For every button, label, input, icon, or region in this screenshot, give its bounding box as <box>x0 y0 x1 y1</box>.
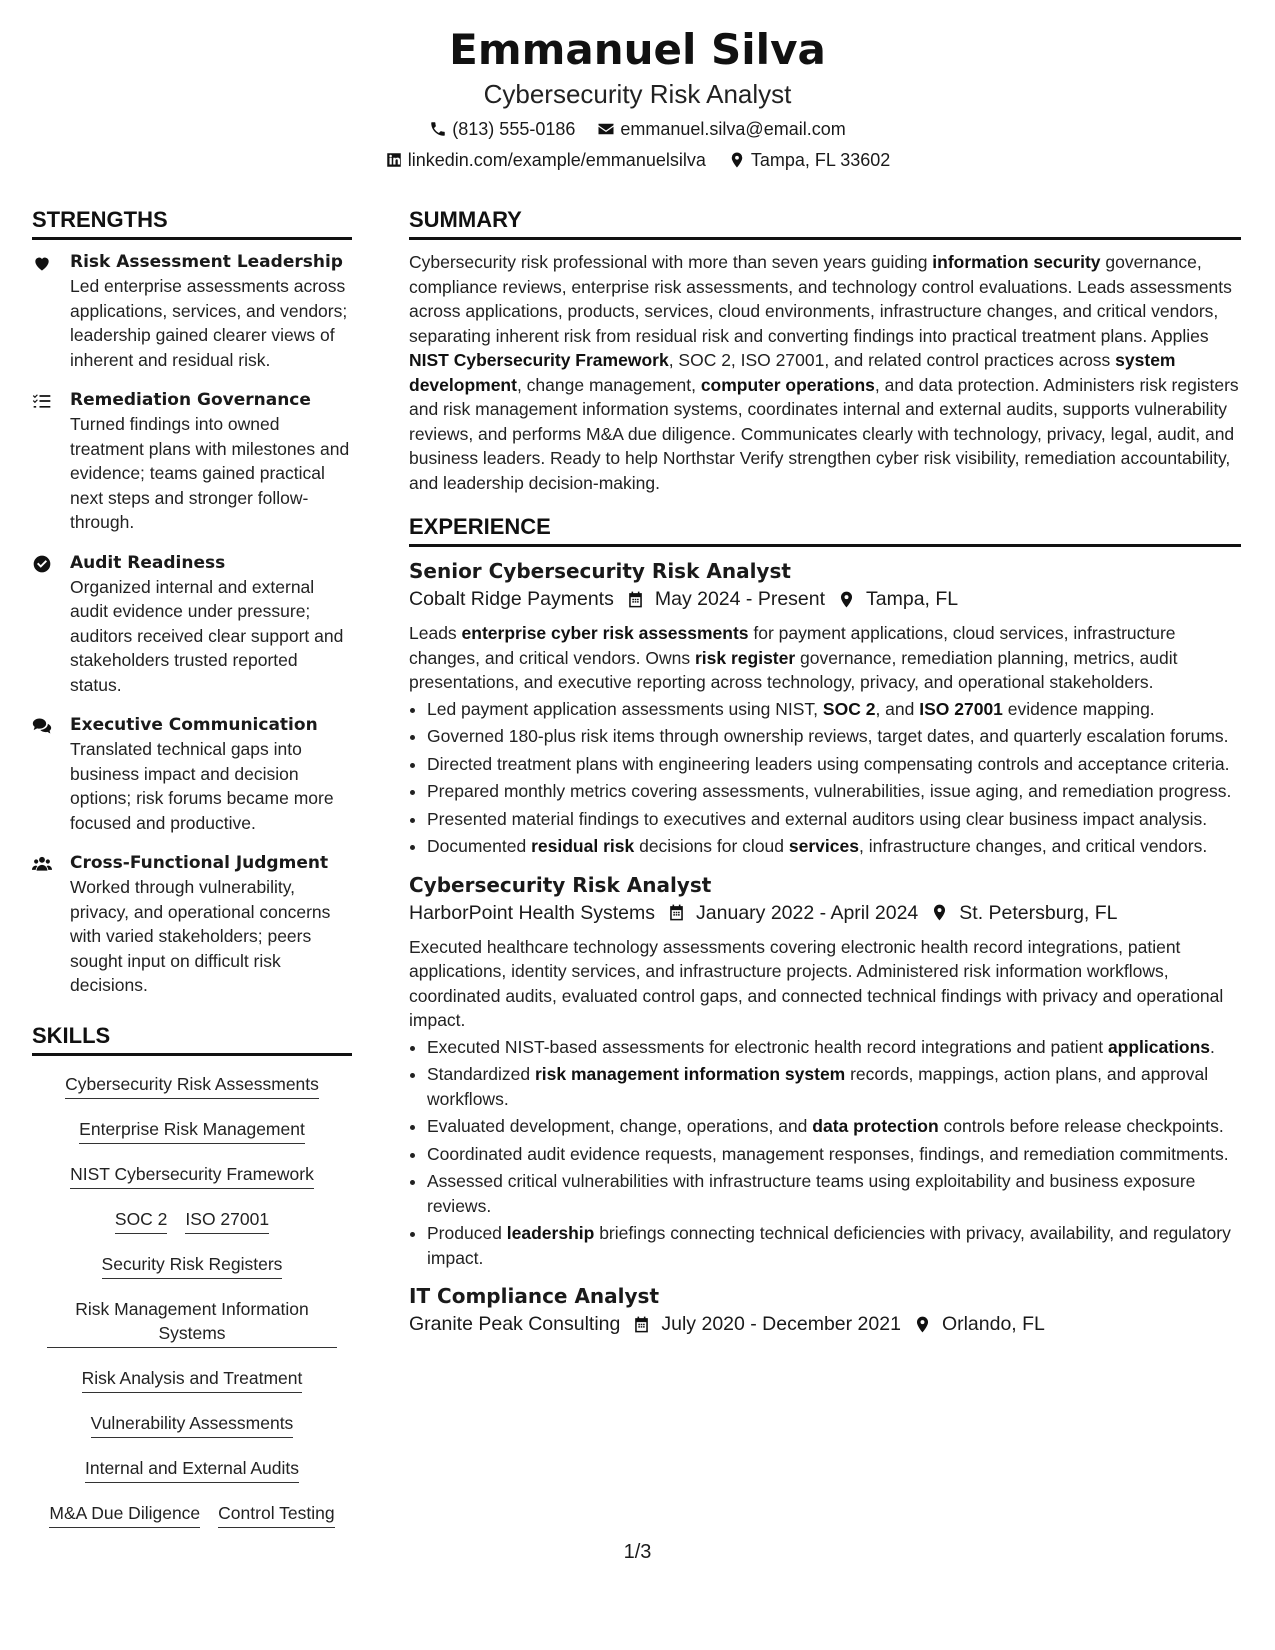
email-contact[interactable] <box>597 118 845 140</box>
job-title: IT Compliance Analyst <box>409 1284 660 1308</box>
summary-text: Cybersecurity risk professional with more than seven years guiding information security governance, compliance reviews, enterprise risk assessments, and technology control evaluations. Leads assessments across applications, products, services, cloud environments, infrastructure changes, and critical vendors, separating inherent risk from residual risk and converting findings into practical treatment plans. Applies NIST Cybersecurity Framework, SOC 2, ISO 27001, and related control practices across system development, change management, computer operations, and data protection. Administers risk registers and risk management information systems, coordinates internal and external audits, supports vulnerability reviews, and performs M&A due diligence. Communicates clearly with technology, privacy, legal, audit, and business leaders. Ready to help Northstar Verify strengthen cyber risk visibility, remediation accountability, and leadership decision-making. <box>409 252 1239 493</box>
strength-description: Worked through vulnerability, privacy, and operational concerns with varied stakeholders; peers sought input on difficult risk decisions. <box>70 877 331 995</box>
strength-item <box>32 388 352 535</box>
phone-contact <box>429 118 575 140</box>
bullet-item: • Evaluated development, change, operations, and data protection controls before release checkpoints. <box>427 1114 1241 1139</box>
skills-section <box>32 1022 352 1528</box>
strength-item <box>32 851 352 998</box>
candidate-name: Emmanuel Silva <box>449 25 826 74</box>
company-name: Granite Peak Consulting <box>409 1313 621 1335</box>
map-pin-icon <box>930 903 949 922</box>
resume-header <box>0 24 1275 171</box>
left-column <box>32 206 352 1546</box>
map-pin-icon <box>913 1315 932 1334</box>
job-location: Orlando, FL <box>941 1313 1045 1335</box>
bullet-item: • Assessed critical vulnerabilities with infrastructure teams using exploitability and business exposure reviews. <box>427 1169 1241 1218</box>
job-bullets <box>409 1035 1241 1271</box>
bullet-item: • Coordinated audit evidence requests, management responses, findings, and remediation commitments. <box>427 1142 1241 1167</box>
job-entry <box>409 557 1241 859</box>
phone-icon <box>429 120 447 138</box>
job-bullets <box>409 697 1241 859</box>
skill-tag: Risk Analysis and Treatment <box>82 1366 303 1393</box>
bullet-item: • Produced leadership briefings connecting technical deficiencies with privacy, availability, and regulatory impact. <box>427 1221 1241 1270</box>
bullet-item: • Led payment application assessments using NIST, SOC 2, and ISO 27001 evidence mapping. <box>427 697 1241 722</box>
job-dates: January 2022 - April 2024 <box>696 901 919 924</box>
skill-tag: Enterprise Risk Management <box>79 1117 305 1144</box>
skill-tag: Vulnerability Assessments <box>91 1411 294 1438</box>
job-dates: May 2024 - Present <box>654 588 826 610</box>
company-name: Cobalt Ridge Payments <box>409 588 614 610</box>
strength-title: Cross-Functional Judgment <box>70 853 329 873</box>
strength-description: Translated technical gaps into business impact and decision options; risk forums became more focused and productive. <box>70 739 334 833</box>
map-pin-icon <box>837 590 856 609</box>
linkedin-icon <box>385 151 403 169</box>
checklist-icon <box>32 391 52 411</box>
job-description: Executed healthcare technology assessments covering electronic health record integrations, patient applications, identity services, and infrastructure projects. Administered risk information workflows, coordinated audits, evaluated control gaps, and connected technical findings with privacy and operational impact. <box>409 936 1224 1030</box>
job-title: Cybersecurity Risk Analyst <box>409 872 712 897</box>
bullet-item: • Prepared monthly metrics covering assessments, vulnerabilities, issue aging, and remediation progress. <box>427 779 1241 804</box>
location-contact <box>728 149 890 171</box>
job-meta <box>409 899 1241 927</box>
strength-item <box>32 250 352 372</box>
calendar-icon <box>626 590 645 609</box>
job-description: Leads enterprise cyber risk assessments for payment applications, cloud services, infrastructure changes, and critical vendors. Owns risk register governance, remediation planning, metrics, audit presentations, and executive reporting across technology, privacy, and operational stakeholders. <box>409 623 1178 692</box>
skill-tag: Control Testing <box>218 1501 334 1528</box>
job-entry <box>409 871 1241 1271</box>
email-text[interactable]: emmanuel.silva@email.com <box>620 119 846 139</box>
heart-icon <box>32 253 52 273</box>
bullet-item: • Governed 180-plus risk items through ownership reviews, target dates, and quarterly escalation forums. <box>427 724 1241 749</box>
skill-tag: NIST Cybersecurity Framework <box>70 1162 314 1189</box>
strength-title: Executive Communication <box>70 715 318 735</box>
calendar-icon <box>632 1315 651 1334</box>
job-entry <box>409 1282 1241 1338</box>
skill-tag: Internal and External Audits <box>85 1456 299 1483</box>
company-name: HarborPoint Health Systems <box>409 901 656 924</box>
experience-heading: EXPERIENCE <box>409 513 1241 547</box>
job-meta <box>409 1310 1241 1338</box>
strengths-heading: STRENGTHS <box>32 206 352 240</box>
comments-icon <box>32 716 52 736</box>
skill-tag: Risk Management Information Systems <box>47 1297 337 1348</box>
strength-description: Turned findings into owned treatment plans with milestones and evidence; teams gained practical next steps and stronger follow-through. <box>70 414 350 532</box>
contact-row-1 <box>0 118 1275 140</box>
skill-tag: Cybersecurity Risk Assessments <box>65 1072 319 1099</box>
strength-description: Led enterprise assessments across applications, services, and vendors; leadership gained clearer views of inherent and residual risk. <box>70 276 348 370</box>
strength-title: Audit Readiness <box>70 552 226 573</box>
contact-row-2 <box>0 149 1275 171</box>
bullet-item: • Executed NIST-based assessments for electronic health record integrations and patient applications. <box>427 1035 1241 1060</box>
job-location: St. Petersburg, FL <box>959 901 1118 924</box>
strength-title: Remediation Governance <box>70 390 311 410</box>
skill-tag: SOC 2 <box>115 1207 168 1234</box>
skills-heading: SKILLS <box>32 1022 352 1056</box>
bullet-item: • Presented material findings to executives and external auditors using clear business impact analysis. <box>427 807 1241 832</box>
envelope-icon <box>597 120 615 138</box>
bullet-item: • Directed treatment plans with engineering leaders using compensating controls and acceptance criteria. <box>427 752 1241 777</box>
job-meta <box>409 585 1241 613</box>
check-circle-icon <box>32 554 52 574</box>
linkedin-contact[interactable] <box>385 149 706 171</box>
skill-tag: Security Risk Registers <box>102 1252 283 1279</box>
right-column <box>409 206 1241 1350</box>
users-icon <box>32 854 52 874</box>
summary-heading: SUMMARY <box>409 206 1241 240</box>
page-number: 1/3 <box>623 1541 652 1563</box>
job-title: Senior Cybersecurity Risk Analyst <box>409 559 791 583</box>
linkedin-text[interactable]: linkedin.com/example/emmanuelsilva <box>407 150 706 170</box>
skill-tag: M&A Due Diligence <box>49 1501 200 1528</box>
bullet-item: • Standardized risk management information system records, mappings, action plans, and approval workflows. <box>427 1062 1241 1111</box>
job-dates: July 2020 - December 2021 <box>661 1313 901 1335</box>
strength-item <box>32 713 352 835</box>
skill-tag: ISO 27001 <box>185 1207 269 1234</box>
strength-title: Risk Assessment Leadership <box>70 252 343 272</box>
job-location: Tampa, FL <box>866 588 959 610</box>
calendar-icon <box>667 903 686 922</box>
location-text: Tampa, FL 33602 <box>750 150 891 170</box>
phone-text: (813) 555-0186 <box>452 119 576 139</box>
bullet-item: • Documented residual risk decisions for cloud services, infrastructure changes, and critical vendors. <box>427 834 1241 859</box>
candidate-title: Cybersecurity Risk Analyst <box>483 79 792 109</box>
strength-item <box>32 551 352 698</box>
map-pin-icon <box>728 151 746 169</box>
strength-description: Organized internal and external audit evidence under pressure; auditors received clear support and stakeholders trusted reported status. <box>70 576 344 695</box>
